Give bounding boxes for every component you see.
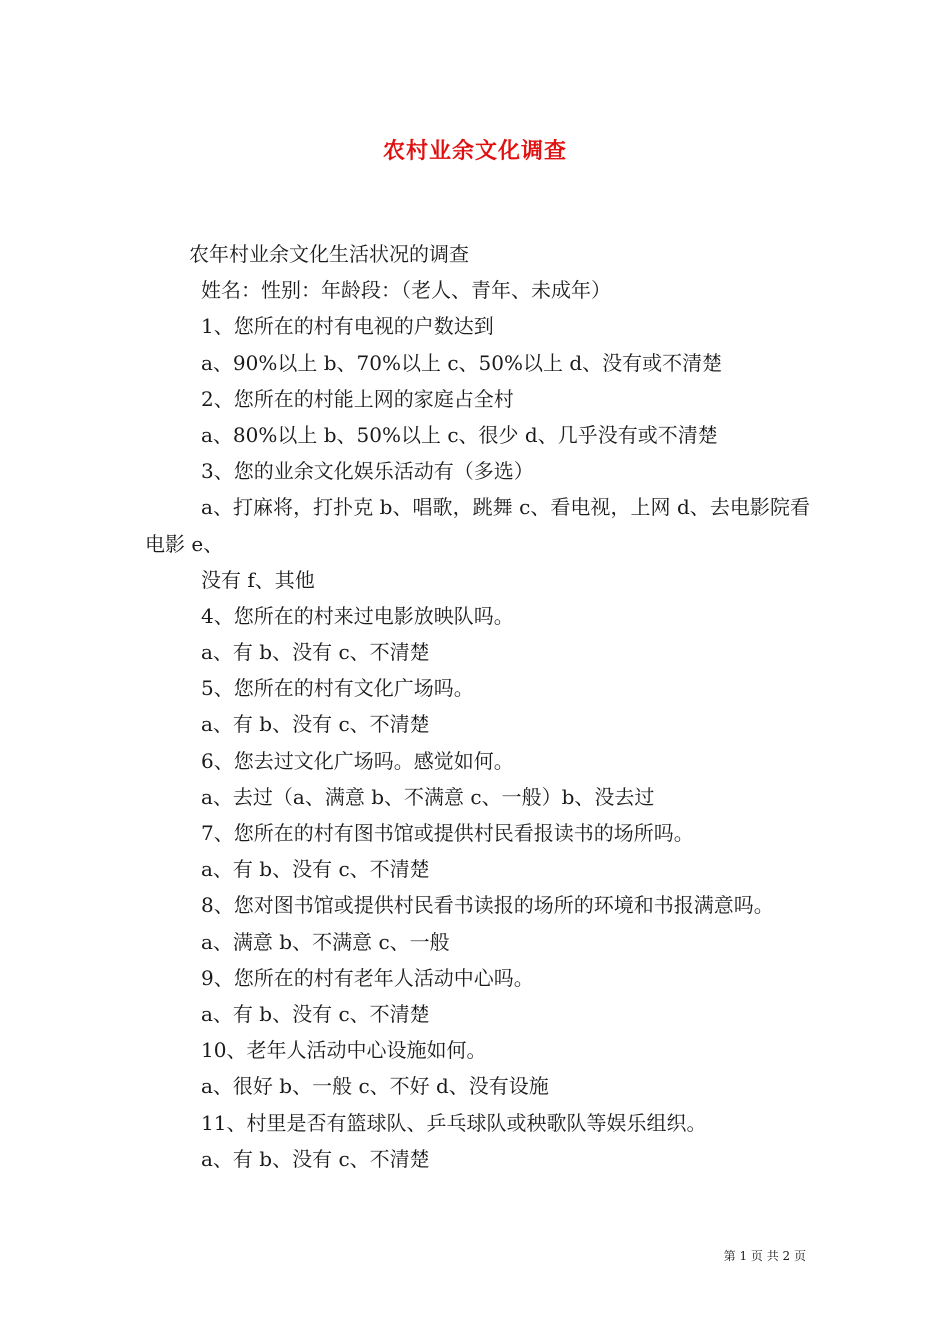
- question-9: 9、您所在的村有老年人活动中心吗。: [201, 965, 534, 990]
- question-2: 2、您所在的村能上网的家庭占全村: [201, 386, 514, 411]
- question-6: 6、您去过文化广场吗。感觉如何。: [201, 748, 514, 773]
- question-4: 4、您所在的村来过电影放映队吗。: [201, 603, 514, 628]
- answer-options-3: a、打麻将，打扑克 b、唱歌，跳舞 c、看电视，上网 d、去电影院看电影 e、: [145, 495, 810, 556]
- question-11: 11、村里是否有篮球队、乒乓球队或秧歌队等娱乐组织。: [201, 1110, 707, 1135]
- answer-options-1: a、90%以上 b、70%以上 c、50%以上 d、没有或不清楚: [201, 350, 723, 375]
- page-number: 第 1 页 共 2 页: [723, 1249, 806, 1263]
- survey-heading: 农年村业余文化生活状况的调查: [189, 242, 469, 266]
- answer-options-4: a、有 b、没有 c、不清楚: [201, 640, 430, 665]
- answer-options-8: a、满意 b、不满意 c、一般: [201, 929, 450, 954]
- question-5: 5、您所在的村有文化广场吗。: [201, 676, 474, 701]
- answer-options-5: a、有 b、没有 c、不清楚: [201, 712, 430, 737]
- answer-options-11: a、有 b、没有 c、不清楚: [201, 1146, 430, 1171]
- page-title: 农村业余文化调查: [382, 138, 567, 164]
- answer-options-9: a、有 b、没有 c、不清楚: [201, 1001, 430, 1026]
- question-3: 3、您的业余文化娱乐活动有（多选）: [201, 459, 534, 484]
- answer-options-6: a、去过（a、满意 b、不满意 c、一般）b、没去过: [201, 784, 655, 809]
- answer-options-7: a、有 b、没有 c、不清楚: [201, 857, 430, 882]
- question-10: 10、老年人活动中心设施如何。: [201, 1038, 487, 1063]
- answer-options-2: a、80%以上 b、50%以上 c、很少 d、几乎没有或不清楚: [201, 422, 718, 447]
- question-8: 8、您对图书馆或提供村民看书读报的场所的环境和书报满意吗。: [201, 893, 774, 918]
- respondent-info-line: 姓名：性别：年龄段：（老人、青年、未成年）: [201, 278, 611, 303]
- answer-options-10: a、很好 b、一般 c、不好 d、没有设施: [201, 1074, 549, 1099]
- question-1: 1、您所在的村有电视的户数达到: [201, 314, 494, 339]
- document-body: [145, 236, 810, 1177]
- answer-options-3-continued: 没有 f、其他: [201, 567, 315, 592]
- question-7: 7、您所在的村有图书馆或提供村民看报读书的场所吗。: [201, 821, 694, 846]
